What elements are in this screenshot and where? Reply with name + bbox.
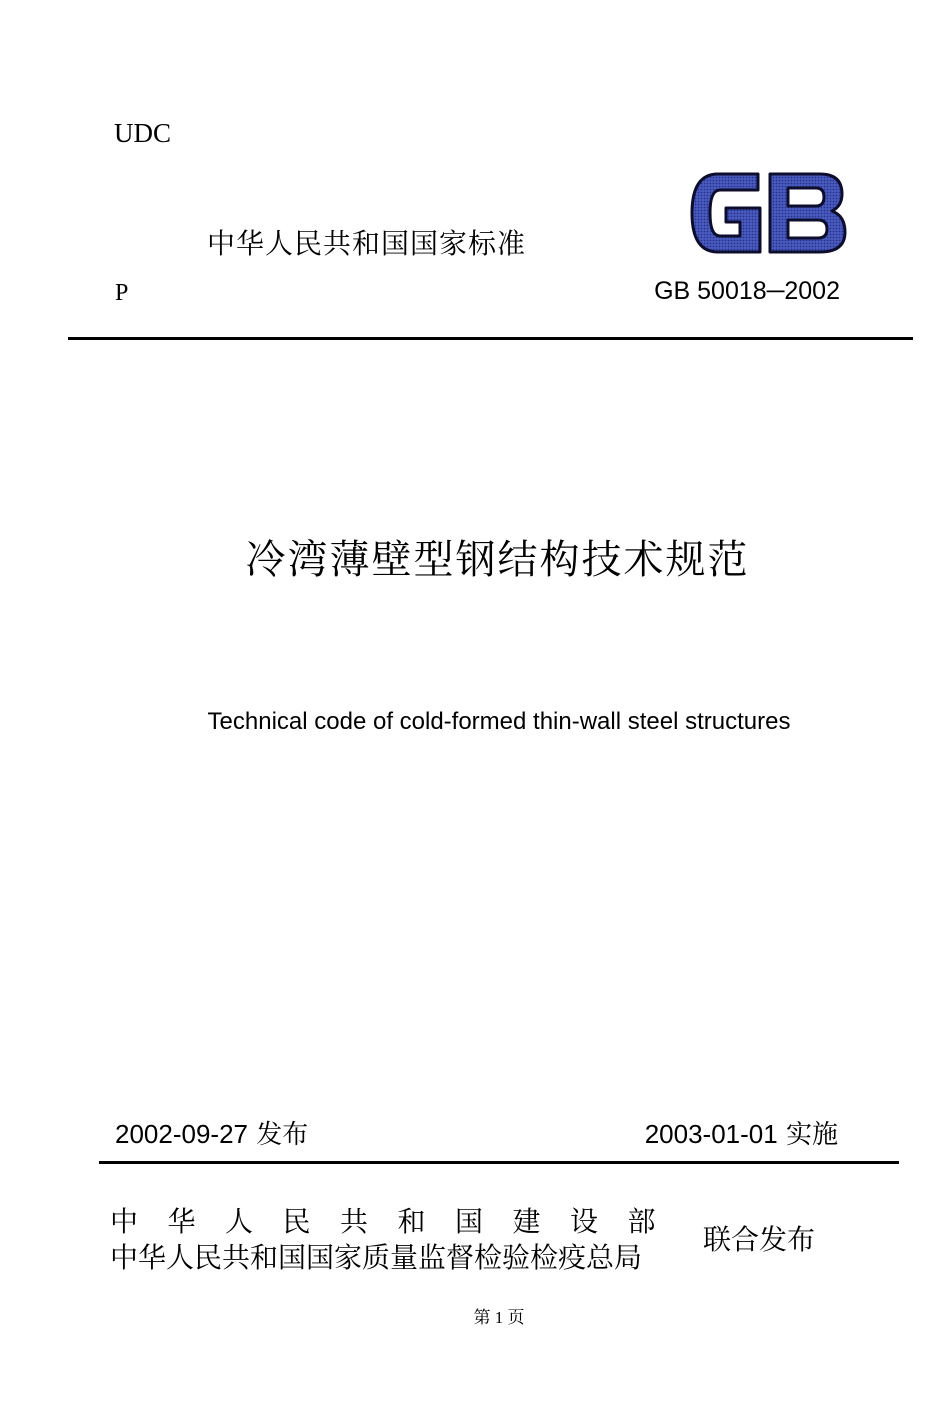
effective-date-block <box>645 1114 838 1151</box>
issuer-aqsiq: 中华人民共和国国家质量监督检验检疫总局 <box>110 1241 643 1274</box>
effective-date: 2003-01-01 <box>644 1119 778 1149</box>
joint-release-label: 联合发布 <box>703 1223 816 1256</box>
release-label: 发布 <box>256 1120 309 1150</box>
document-title-english: Technical code of cold-formed thin-wall steel structures <box>207 708 791 735</box>
effective-label: 实施 <box>785 1120 838 1150</box>
gb-logo <box>688 170 848 256</box>
udc-label: UDC <box>114 118 172 148</box>
document-title-chinese: 冷湾薄壁型钢结构技术规范 <box>245 537 750 583</box>
release-date: 2002-09-27 <box>115 1119 248 1149</box>
issuer-ministry: 中华人民共和国建设部 <box>110 1205 686 1238</box>
classification-letter: P <box>115 280 129 306</box>
page-number: 第 1 页 <box>473 1308 525 1327</box>
footer-divider <box>99 1161 899 1164</box>
release-date-block <box>115 1114 308 1151</box>
national-standard-heading: 中华人民共和国国家标准 <box>207 227 527 260</box>
standard-number: GB 50018─2002 <box>654 277 840 305</box>
header-divider <box>68 337 913 340</box>
gb-logo-g-shape <box>692 174 760 252</box>
gb-logo-b-shape <box>770 174 845 252</box>
